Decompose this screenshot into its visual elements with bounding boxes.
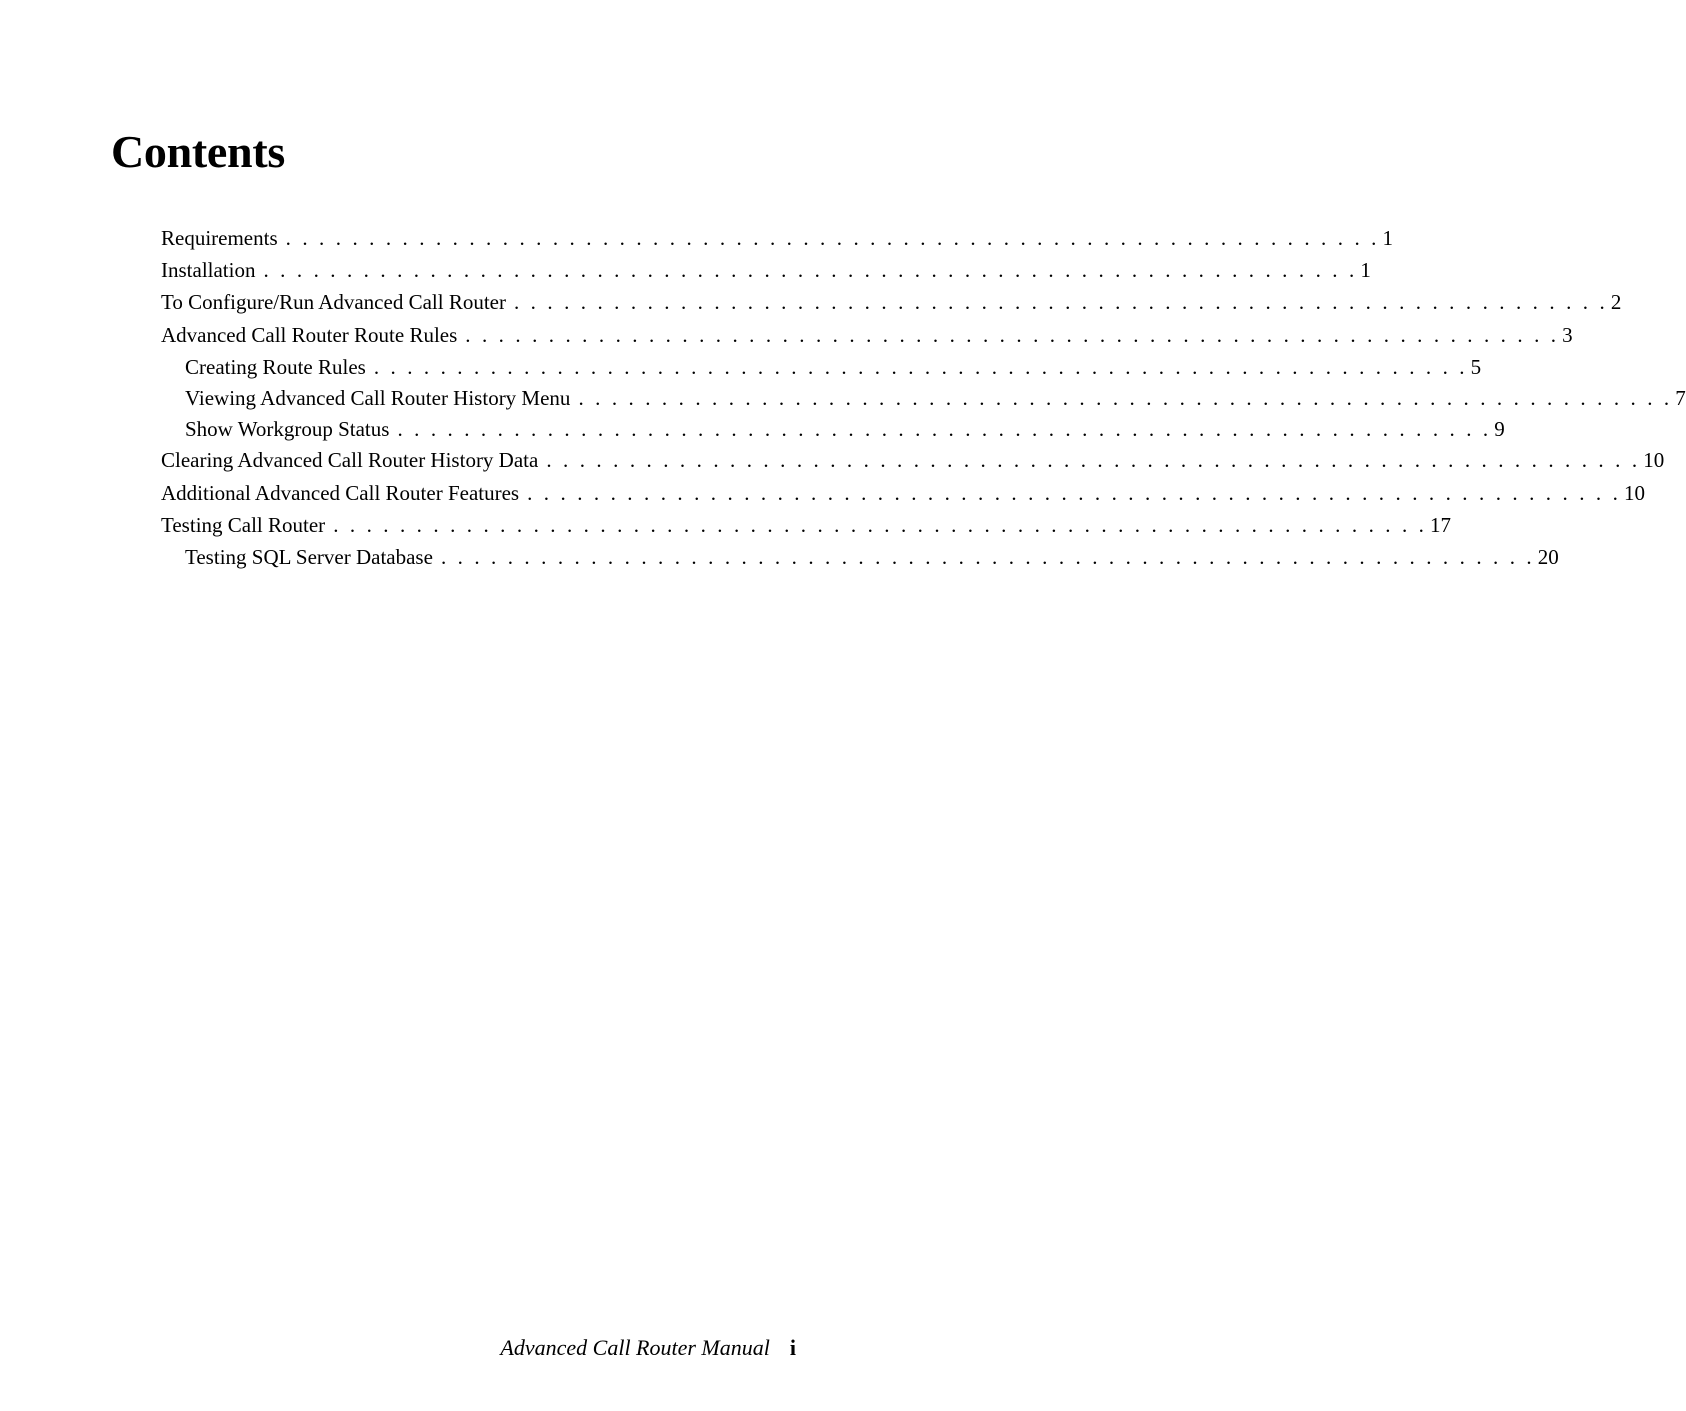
toc-entry-creating-route-rules[interactable]	[161, 353, 1482, 381]
toc-entry-configure-run[interactable]	[161, 288, 1622, 316]
toc-entry-title: Testing SQL Server Database	[185, 544, 433, 569]
dot-leader: . . . . . . . . . . . . . . . . . . . . . . . . . . . . . . . . . . . . . . . . . . . . . . . . . . . . . . . . . . . . . . . . . .	[263, 258, 1358, 283]
toc-entry-page: 1	[1382, 226, 1393, 250]
toc-entry-title: Testing Call Router	[161, 512, 326, 537]
toc-entry-requirements[interactable]	[161, 224, 1393, 252]
toc-entry-title: Installation	[161, 258, 256, 283]
dot-leader: . . . . . . . . . . . . . . . . . . . . . . . . . . . . . . . . . . . . . . . . . . . . . . . . . . . . . . . . . . . . . . . . . .	[397, 417, 1492, 442]
toc-entry-testing-sql-server[interactable]	[161, 543, 1559, 571]
toc-entry-page: 2	[1610, 290, 1622, 315]
footer-manual-name: Advanced Call Router Manual	[500, 1335, 770, 1360]
page-footer	[500, 1334, 796, 1362]
toc-entry-viewing-history-menu[interactable]	[161, 384, 1686, 412]
toc-entry-page: 5	[1470, 354, 1482, 379]
toc-entry-page: 10	[1623, 480, 1645, 505]
footer-page-number: i	[789, 1335, 796, 1360]
dot-leader: . . . . . . . . . . . . . . . . . . . . . . . . . . . . . . . . . . . . . . . . . . . . . . . . . . . . . . . . . . . . . . . . . .	[373, 354, 1468, 379]
dot-leader: . . . . . . . . . . . . . . . . . . . . . . . . . . . . . . . . . . . . . . . . . . . . . . . . . . . . . . . . . . . . . . . . . .	[333, 512, 1428, 537]
toc-entry-page: 9	[1494, 417, 1505, 442]
toc-entry-title: Show Workgroup Status	[185, 417, 390, 442]
toc-entry-title: Requirements	[161, 226, 278, 250]
toc-entry-title: Creating Route Rules	[185, 354, 366, 379]
toc-entry-page: 1	[1360, 258, 1371, 283]
toc-entry-testing-call-router[interactable]	[161, 511, 1452, 539]
toc-entry-title: Clearing Advanced Call Router History Data	[161, 448, 539, 473]
toc-entry-page: 3	[1562, 322, 1573, 347]
dot-leader: . . . . . . . . . . . . . . . . . . . . . . . . . . . . . . . . . . . . . . . . . . . . . . . . . . . . . . . . . . . . . . . . . .	[465, 322, 1560, 347]
toc-entry-title: Viewing Advanced Call Router History Menu	[185, 385, 571, 410]
toc-entry-route-rules[interactable]	[161, 321, 1573, 349]
toc-entry-page: 17	[1430, 512, 1452, 537]
toc-entry-page: 10	[1643, 448, 1665, 473]
dot-leader: . . . . . . . . . . . . . . . . . . . . . . . . . . . . . . . . . . . . . . . . . . . . . . . . . . . . . . . . . . . . . . . . . .	[578, 385, 1673, 410]
table-of-contents	[161, 224, 1686, 574]
page-title: Contents	[111, 126, 285, 177]
toc-entry-title: Advanced Call Router Route Rules	[161, 322, 458, 347]
toc-entry-page: 7	[1675, 385, 1686, 410]
dot-leader: . . . . . . . . . . . . . . . . . . . . . . . . . . . . . . . . . . . . . . . . . . . . . . . . . . . . . . . . . . . . . . . . . .	[440, 544, 1535, 569]
toc-entry-clearing-history-data[interactable]	[161, 446, 1665, 474]
dot-leader: . . . . . . . . . . . . . . . . . . . . . . . . . . . . . . . . . . . . . . . . . . . . . . . . . . . . . . . . . . . . . . . . . .	[546, 448, 1641, 473]
toc-entry-show-workgroup-status[interactable]	[161, 415, 1505, 443]
toc-entry-installation[interactable]	[161, 256, 1371, 284]
toc-entry-title: To Configure/Run Advanced Call Router	[161, 290, 506, 315]
toc-entry-additional-features[interactable]	[161, 479, 1645, 507]
dot-leader: . . . . . . . . . . . . . . . . . . . . . . . . . . . . . . . . . . . . . . . . . . . . . . . . . . . . . . . . . . . . . . . . . .	[527, 480, 1621, 505]
toc-entry-title: Additional Advanced Call Router Features	[161, 480, 520, 505]
toc-entry-page: 20	[1537, 544, 1559, 569]
dot-leader: . . . . . . . . . . . . . . . . . . . . . . . . . . . . . . . . . . . . . . . . . . . . . . . . . . . . . . . . . . . . . . . . . .	[285, 226, 1380, 250]
dot-leader: . . . . . . . . . . . . . . . . . . . . . . . . . . . . . . . . . . . . . . . . . . . . . . . . . . . . . . . . . . . . . . . . . .	[513, 290, 1608, 315]
